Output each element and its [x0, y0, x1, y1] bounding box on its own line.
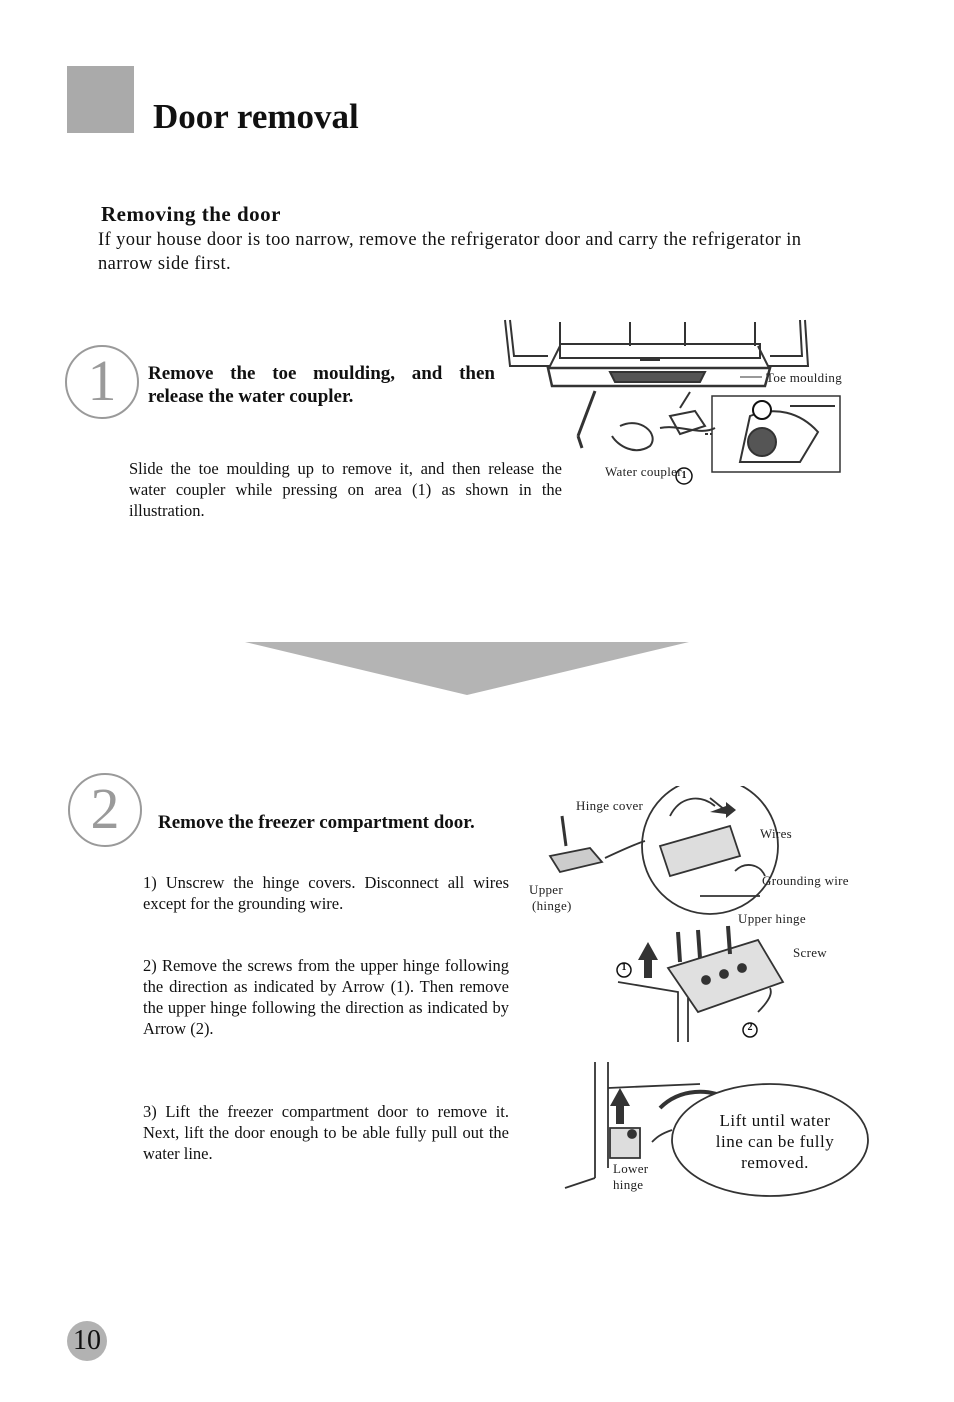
step-1-heading: Remove the toe moulding, and then release the water coupler. — [148, 363, 495, 407]
title-block — [67, 66, 134, 133]
lower-hinge-label-line2: hinge — [613, 1177, 644, 1192]
water-coupler-label: Water coupler — [605, 464, 682, 479]
callout-line-3: removed. — [741, 1153, 809, 1172]
callout-line-2: line can be fully — [715, 1132, 835, 1151]
upper-hinge-cover-label-line2: (hinge) — [532, 898, 572, 913]
page-number: 10 — [73, 1325, 101, 1356]
step-1-number: 1 — [87, 348, 117, 413]
page-title: Door removal — [153, 97, 359, 136]
callout-line-1: Lift until water — [719, 1111, 831, 1130]
section-heading: Removing the door — [101, 202, 281, 226]
step-1-body: Slide the toe moulding up to remove it, and then release the water coupler while pressing on area (1) as shown in the illustration. — [129, 459, 562, 520]
step-2-heading: Remove the freezer compartment door. — [158, 812, 475, 833]
toe-moulding-illustration — [500, 316, 890, 486]
upper-hinge-cover-label-line1: Upper — [529, 882, 563, 897]
grounding-wire-label: Grounding wire — [762, 873, 849, 888]
down-arrow-icon — [245, 640, 689, 696]
intro-text: If your house door is too narrow, remove the refrigerator door and carry the refrigerator in narrow side first. — [98, 230, 802, 274]
upper-hinge-illustration — [608, 922, 808, 1044]
callout-marker-1: 1 — [681, 470, 687, 481]
toe-moulding-label: Toe moulding — [766, 370, 842, 385]
step-2-para-2: 2) Remove the screws from the upper hinge following the direction as indicated by Arrow (1). Then remove the upper hinge following the direction as indicated by Arrow (2). — [143, 956, 509, 1038]
hinge-cover-label: Hinge cover — [576, 798, 644, 813]
arrow-1-marker: 1 — [621, 962, 627, 973]
screw-label: Screw — [793, 945, 827, 960]
arrow-2-marker: 2 — [747, 1022, 753, 1033]
water-line-callout — [700, 1110, 850, 1173]
step-2-para-3: 3) Lift the freezer compartment door to remove it. Next, lift the door enough to be able fully pull out the water line. — [143, 1102, 509, 1163]
step-2-para-1: 1) Unscrew the hinge covers. Disconnect all wires except for the grounding wire. — [143, 873, 509, 913]
upper-hinge-label: Upper hinge — [738, 911, 806, 926]
lower-hinge-label-line1: Lower — [613, 1161, 649, 1176]
step-2-number: 2 — [90, 776, 120, 841]
wires-label: Wires — [760, 826, 793, 841]
